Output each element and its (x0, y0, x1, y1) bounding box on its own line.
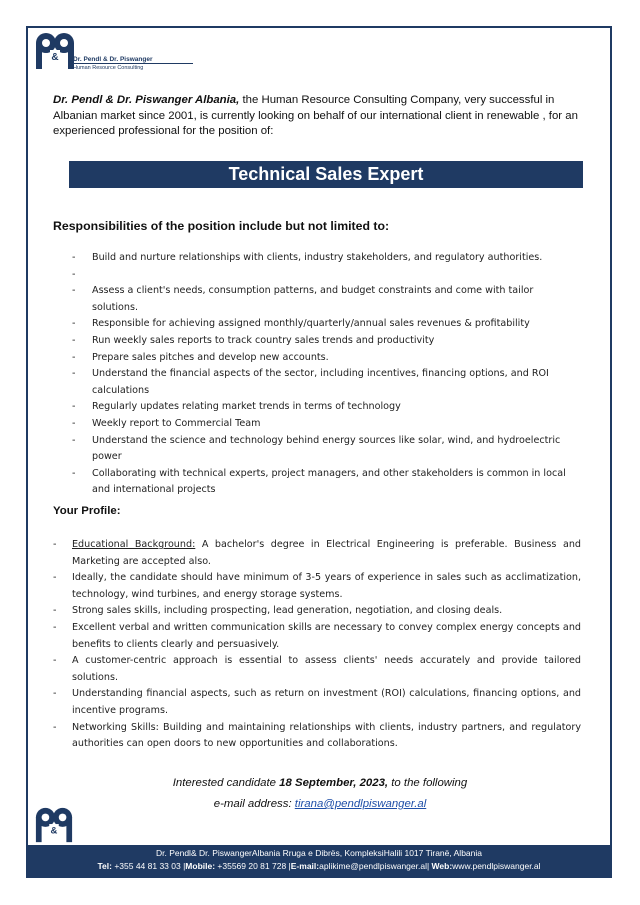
intro-paragraph (53, 93, 588, 140)
svg-text:&: & (51, 52, 59, 63)
mobile-label: Mobile: (185, 861, 216, 871)
list-item: - Ideally, the candidate should have minimum of 3-5 years of experience in sales such as acclimatization, technology, wind turbines, and energy storage systems. (53, 570, 581, 603)
pp-monogram-icon (31, 805, 77, 845)
web-link[interactable]: www.pendlpiswanger.al (452, 861, 541, 871)
mobile-value: +35569 20 81 728 | (215, 861, 291, 871)
list-item (53, 537, 581, 570)
web-label: Web: (429, 861, 453, 871)
email-line (0, 798, 640, 810)
list-item: - Networking Skills: Building and maintaining relationships with clients, industry partners, and regulatory authorities can open doors to new opportunities and collaborations. (53, 720, 581, 753)
company-name: Dr. Pendl & Dr. Piswanger Albania, (53, 94, 240, 106)
list-item: - Prepare sales pitches and develop new accounts. (72, 350, 572, 367)
footer-email-label: E-mail: (290, 861, 320, 871)
list-item: - Understanding financial aspects, such as return on investment (ROI) calculations, financing options, and incentive programs. (53, 686, 581, 719)
company-logo (33, 30, 173, 74)
closing-line (0, 777, 640, 789)
list-item: - Assess a client's needs, consumption patterns, and budget constraints and come with tailor solutions. (72, 283, 572, 316)
responsibilities-heading: Responsibilities of the position include but not limited to: (53, 219, 390, 233)
footer-address: Dr. Pendl& Dr. PiswangerAlbania Rruga e Dibrës, KompleksiHalili 1017 Tiranë, Albania (155, 848, 482, 858)
svg-text:&: & (50, 825, 58, 837)
list-item: - Run weekly sales reports to track country sales trends and productivity (72, 333, 572, 350)
list-item: - Responsible for achieving assigned monthly/quarterly/annual sales revenues & profitability (72, 316, 572, 333)
list-item: - Understand the financial aspects of the sector, including incentives, financing options, and ROI calculations (72, 366, 572, 399)
closing-suffix: to the following (388, 777, 468, 789)
footer-email[interactable]: aplikime@pendlpiswanger.al| (319, 861, 430, 871)
list-item: - Collaborating with technical experts, project managers, and other stakeholders is common in local and international projects (72, 466, 572, 499)
intro-text: the Human Resource Consulting Company, very successful in Albanian market since 2001, is currently looking on behalf of our international client in renewable , for an experienced professional for the position of: (53, 94, 578, 137)
list-item: - Regularly updates relating market trends in terms of technology (72, 399, 572, 416)
education-text: A bachelor's degree in Electrical Engineering is preferable. Business and Marketing are accepted also. (72, 539, 581, 567)
tel-value: +355 44 81 33 03 | (111, 861, 186, 871)
position-title: Technical Sales Expert (69, 161, 583, 188)
tel-label: Tel: (97, 861, 112, 871)
email-link[interactable]: tirana@pendlpiswanger.al (294, 798, 427, 810)
list-item: - Weekly report to Commercial Team (72, 416, 572, 433)
pp-monogram-icon (33, 30, 77, 72)
email-label: e-mail address: (213, 798, 295, 810)
footer-contacts (28, 861, 610, 871)
list-item (72, 267, 572, 284)
profile-list (53, 537, 581, 753)
footer-bar (28, 845, 610, 876)
list-item: - A customer-centric approach is essential to assess clients' needs accurately and provide tailored solutions. (53, 653, 581, 686)
deadline-date: 18 September, 2023, (279, 777, 389, 789)
list-item: - Excellent verbal and written communication skills are necessary to convey complex energy concepts and benefits to clients clearly and persuasively. (53, 620, 581, 653)
responsibilities-list (72, 250, 572, 499)
logo-name: Dr. Pendl & Dr. Piswanger (73, 56, 153, 63)
list-item: - Build and nurture relationships with clients, industry stakeholders, and regulatory authorities. (72, 250, 572, 267)
list-item: - Strong sales skills, including prospecting, lead generation, negotiation, and closing deals. (53, 603, 581, 620)
profile-heading: Your Profile: (53, 505, 121, 517)
education-label: Educational Background: (72, 539, 196, 550)
list-item: - Understand the science and technology behind energy sources like solar, wind, and hydroelectric power (72, 433, 572, 466)
logo-subtitle: Human Resource Consulting (73, 63, 193, 72)
closing-prefix: Interested candidate (172, 777, 280, 789)
